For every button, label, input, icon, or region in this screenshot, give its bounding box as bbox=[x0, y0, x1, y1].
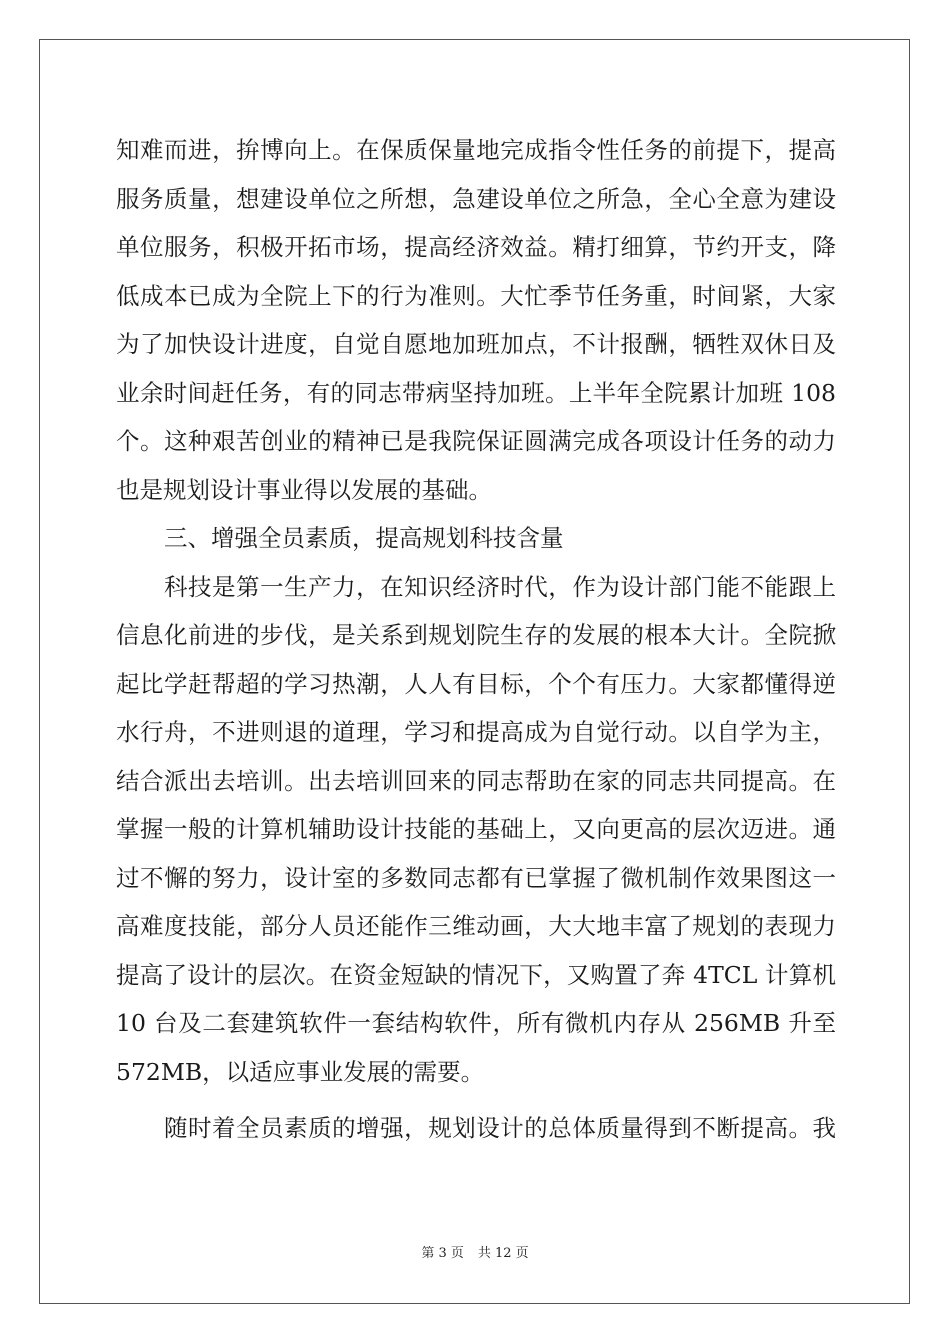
text-line: 信息化前进的步伐，是关系到规划院生存的发展的根本大计。全院掀 bbox=[116, 621, 836, 649]
text-line: 过不懈的努力，设计室的多数同志都有已掌握了微机制作效果图这一 bbox=[116, 863, 836, 892]
text-line: 也是规划设计事业得以发展的基础。 bbox=[116, 475, 492, 504]
text-line: 随时着全员素质的增强，规划设计的总体质量得到不断提高。我 bbox=[164, 1114, 836, 1142]
text-line: 掌握一般的计算机辅助设计技能的基础上，又向更高的层次迈进。通 bbox=[116, 815, 836, 843]
text-line: 结合派出去培训。出去培训回来的同志帮助在家的同志共同提高。在 bbox=[116, 766, 836, 795]
page-total: 共 12 页 bbox=[477, 1246, 529, 1261]
page-footer bbox=[0, 1242, 950, 1261]
text-line: 业余时间赶任务，有的同志带病坚持加班。上半年全院累计加班 108 bbox=[116, 378, 836, 407]
text-line: 起比学赶帮超的学习热潮，人人有目标，个个有压力。大家都懂得逆 bbox=[116, 669, 836, 698]
text-line: 572MB，以适应事业发展的需要。 bbox=[116, 1057, 485, 1086]
text-line: 个。这种艰苦创业的精神已是我院保证圆满完成各项设计任务的动力 bbox=[116, 427, 836, 455]
text-line: 单位服务，积极开拓市场，提高经济效益。精打细算，节约开支，降 bbox=[116, 233, 836, 261]
text-line: 科技是第一生产力，在知识经济时代，作为设计部门能不能跟上 bbox=[164, 572, 836, 601]
text-line: 10 台及二套建筑软件一套结构软件，所有微机内存从 256MB 升至 bbox=[116, 1009, 836, 1037]
text-line: 水行舟，不进则退的道理，学习和提高成为自觉行动。以自学为主， bbox=[116, 718, 836, 746]
text-line: 高难度技能，部分人员还能作三维动画，大大地丰富了规划的表现力 bbox=[116, 912, 836, 940]
text-line: 服务质量，想建设单位之所想，急建设单位之所急，全心全意为建设 bbox=[116, 184, 836, 213]
text-line: 低成本已成为全院上下的行为准则。大忙季节任务重，时间紧，大家 bbox=[116, 281, 836, 310]
page-number: 第 3 页 bbox=[421, 1246, 464, 1261]
section-heading: 三、增强全员素质，提高规划科技含量 bbox=[164, 524, 564, 552]
text-line: 为了加快设计进度，自觉自愿地加班加点，不计报酬，牺牲双休日及 bbox=[116, 330, 836, 358]
document-body bbox=[116, 126, 836, 1153]
text-line: 提高了设计的层次。在资金短缺的情况下，又购置了奔 4TCL 计算机 bbox=[116, 960, 836, 989]
text-line: 知难而进，拚博向上。在保质保量地完成指令性任务的前提下，提高 bbox=[116, 136, 836, 164]
